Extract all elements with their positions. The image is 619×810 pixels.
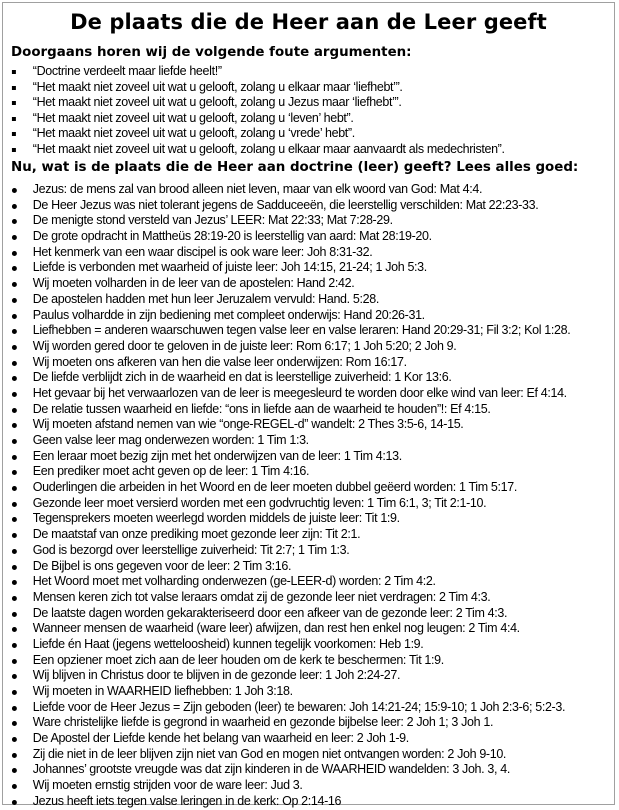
doctrine-point-item [3,496,609,512]
doctrine-point-item [3,433,609,449]
false-arguments-list [3,64,614,157]
doctrine-point-item-text: De Apostel der Liefde kende het belang van waarheid en leer: 2 Joh 1-9. [32,731,409,746]
round-bullet-icon [12,423,17,428]
doctrine-point-item-text: Het gevaar bij het verwaarlozen van de leer is meegesleurd te worden door elke wind van leer: Ef 4:14. [32,385,567,400]
doctrine-point-item-text: Gezonde leer moet versierd worden met een godvruchtig leven: 1 Tim 6:1, 3; Tit 2:1-10. [32,495,487,510]
doctrine-point-item-text: De laatste dagen worden gekarakteriseerd door een afkeer van de gezonde leer: 2 Tim 4:3. [32,605,508,620]
doctrine-point-item-text: Wij worden gered door te geloven in de juiste leer: Rom 6:17; 1 Joh 5:20; 2 Joh 9. [32,338,457,353]
doctrine-point-item-text: De apostelen hadden met hun leer Jeruzalem vervuld: Hand. 5:28. [32,291,379,306]
round-bullet-icon [12,376,17,381]
section-heading-false-arguments: Doorgaans horen wij de volgende foute argumenten: [11,45,412,60]
doctrine-point-item-text: Wij moeten in WAARHEID liefhebben: 1 Joh 3:18. [32,684,293,698]
round-bullet-icon [12,627,17,632]
doctrine-point-item [3,198,609,214]
argument-item-text: “Het maakt niet zoveel uit wat u gelooft, zolang u Jezus maar ‘liefhebt’”. [32,95,402,109]
round-bullet-icon [12,690,17,695]
doctrine-point-item [3,480,609,496]
round-bullet-icon [12,800,17,805]
round-bullet-icon [12,533,17,538]
argument-item-text: “Doctrine verdeelt maar liefde heelt!” [32,64,222,78]
doctrine-point-item-text: Liefhebben = anderen waarschuwen tegen valse leer en valse leraren: Hand 20:29-31; Fil 3:2; Kol 1:28. [32,323,571,338]
round-bullet-icon [12,502,17,507]
doctrine-point-item [3,684,609,700]
round-bullet-icon [12,737,17,742]
round-bullet-icon [12,204,17,209]
round-bullet-icon [12,768,17,773]
round-bullet-icon [12,596,17,601]
doctrine-point-item [3,559,609,575]
round-bullet-icon [12,219,17,224]
doctrine-point-item [3,370,609,386]
doctrine-point-item [3,276,609,292]
doctrine-point-item [3,260,609,276]
doctrine-point-item [3,762,609,778]
round-bullet-icon [12,784,17,789]
round-bullet-icon [12,753,17,758]
round-bullet-icon [12,345,17,350]
doctrine-point-item-text: Tegensprekers moeten weerlegd worden middels de juiste leer: Tit 1:9. [32,511,400,526]
round-bullet-icon [12,612,17,617]
doctrine-point-item [3,543,609,559]
argument-item [3,126,609,142]
round-bullet-icon [12,392,17,397]
round-bullet-icon [12,721,17,726]
argument-item-text: “Het maakt niet zoveel uit wat u gelooft, zolang u ‘vrede’ hebt”. [32,126,355,140]
argument-item [3,142,609,158]
doctrine-point-item [3,527,609,543]
argument-item-text: “Het maakt niet zoveel uit wat u gelooft, zolang u ‘leven’ hebt”. [32,110,354,125]
doctrine-point-item [3,339,609,355]
round-bullet-icon [12,439,17,444]
doctrine-point-item [3,355,609,371]
doctrine-point-item [3,621,609,637]
doctrine-points-list [3,182,614,810]
doctrine-point-item [3,449,609,465]
doctrine-point-item [3,417,609,433]
doctrine-point-item-text: Wij moeten afstand nemen van wie “onge-REGEL-d” wandelt: 2 Thes 3:5-6, 14-15. [32,417,464,432]
square-bullet-icon [12,86,16,90]
doctrine-point-item-text: De relatie tussen waarheid en liefde: “ons in liefde aan de waarheid te houden”!: Ef 4:15. [32,401,491,416]
doctrine-point-item [3,464,609,480]
doctrine-point-item-text: Liefde voor de Heer Jezus = Zijn geboden (leer) te bewaren: Joh 14:21-24; 15:9-10; 1 Joh 2:3-6; 5:2-3. [32,699,566,714]
section-heading-place-of-doctrine: Nu, wat is de plaats die de Heer aan doctrine (leer) geeft? Lees alles goed: [11,160,579,175]
square-bullet-icon [12,148,16,152]
doctrine-point-item-text: Wanneer mensen de waarheid (ware leer) afwijzen, dan rest hen enkel nog leugen: 2 Tim 4:4. [32,621,520,636]
doctrine-point-item [3,653,609,669]
doctrine-point-item-text: Wij moeten ernstig strijden voor de ware leer: Jud 3. [32,778,303,793]
round-bullet-icon [12,251,17,256]
doctrine-point-item [3,323,609,339]
doctrine-point-item-text: Ware christelijke liefde is gegrond in waarheid en gezonde bijbelse leer: 2 Joh 1; 3 Joh 1. [32,715,494,730]
doctrine-point-item [3,731,609,747]
round-bullet-icon [12,314,17,319]
doctrine-point-item [3,778,609,794]
doctrine-point-item-text: Een opziener moet zich aan de leer houden om de kerk te beschermen: Tit 1:9. [32,652,444,667]
round-bullet-icon [12,455,17,460]
doctrine-point-item-text: Het Woord moet met volharding onderwezen (ge-LEER-d) worden: 2 Tim 4:2. [32,574,436,589]
doctrine-point-item-text: Liefde is verbonden met waarheid of juiste leer: Joh 14:15, 21-24; 1 Joh 5:3. [32,260,427,275]
doctrine-point-item-text: De maatstaf van onze prediking moet gezonde leer zijn: Tit 2:1. [32,527,361,542]
round-bullet-icon [12,298,17,303]
argument-item-text: “Het maakt niet zoveel uit wat u gelooft, zolang u elkaar maar aanvaardt als medechristen”. [32,141,505,156]
round-bullet-icon [12,235,17,240]
round-bullet-icon [12,580,17,585]
argument-item-text: “Het maakt niet zoveel uit wat u gelooft, zolang u elkaar maar ‘liefhebt’”. [32,79,403,94]
doctrine-point-item-text: De Bijbel is ons gegeven voor de leer: 2 Tim 3:16. [32,558,292,573]
round-bullet-icon [12,361,17,366]
doctrine-point-item [3,213,609,229]
doctrine-point-item [3,402,609,418]
doctrine-point-item-text: Mensen keren zich tot valse leraars omdat zij de gezonde leer niet verdragen: 2 Tim 4:3. [32,589,491,604]
doctrine-point-item [3,637,609,653]
doctrine-point-item [3,229,609,245]
doctrine-point-item [3,386,609,402]
doctrine-point-item-text: De Heer Jezus was niet tolerant jegens de Sadduceeën, die leerstellig verschilden: Mat 22:23-33. [32,197,539,212]
square-bullet-icon [12,117,16,121]
argument-item [3,80,609,96]
round-bullet-icon [12,470,17,475]
round-bullet-icon [12,486,17,491]
doctrine-point-item [3,308,609,324]
doctrine-point-item [3,182,609,198]
doctrine-point-item-text: Het kenmerk van een waar discipel is ook ware leer: Joh 8:31-32. [32,244,373,259]
document-page [2,2,615,808]
doctrine-point-item [3,511,609,527]
argument-item [3,64,609,80]
argument-item [3,95,609,111]
doctrine-point-item-text: Ouderlingen die arbeiden in het Woord en de leer moeten dubbel geëerd worden: 1 Tim 5:17. [32,480,517,495]
doctrine-point-item-text: Paulus volhardde in zijn bediening met compleet onderwijs: Hand 20:26-31. [32,307,425,322]
doctrine-point-item-text: Liefde én Haat (jegens wetteloosheid) kunnen tegelijk voorkomen: Heb 1:9. [32,636,424,651]
argument-item [3,111,609,127]
round-bullet-icon [12,282,17,287]
doctrine-point-item-text: Jezus: de mens zal van brood alleen niet leven, maar van elk woord van God: Mat 4:4. [32,182,483,196]
doctrine-point-item-text: Wij moeten volharden in de leer van de apostelen: Hand 2:42. [32,276,355,291]
doctrine-point-item-text: Zij die niet in de leer blijven zijn niet van God en mogen niet ontvangen worden: 2 Joh 9-10. [32,746,507,761]
doctrine-point-item-text: De menigte stond versteld van Jezus’ LEER: Mat 22:33; Mat 7:28-29. [32,213,393,228]
doctrine-point-item-text: Een leraar moet bezig zijn met het onderwijzen van de leer: 1 Tim 4:13. [32,448,402,463]
doctrine-point-item [3,715,609,731]
round-bullet-icon [12,549,17,554]
doctrine-point-item-text: Wij blijven in Christus door te blijven in de gezonde leer: 1 Joh 2:24-27. [32,668,401,683]
round-bullet-icon [12,517,17,522]
doctrine-point-item-text: De liefde verblijdt zich in de waarheid en dat is leerstellige zuiverheid: 1 Kor 13:6. [32,370,452,385]
doctrine-point-item [3,668,609,684]
doctrine-point-item [3,590,609,606]
doctrine-point-item-text: Geen valse leer mag onderwezen worden: 1 Tim 1:3. [32,433,309,447]
doctrine-point-item-text: Jezus heeft iets tegen valse leringen in de kerk: Op 2:14-16 [32,793,342,808]
square-bullet-icon [12,132,16,136]
round-bullet-icon [12,565,17,570]
square-bullet-icon [12,101,16,105]
round-bullet-icon [12,659,17,664]
round-bullet-icon [12,643,17,648]
doctrine-point-item [3,245,609,261]
square-bullet-icon [12,70,16,74]
round-bullet-icon [12,329,17,334]
doctrine-point-item-text: God is bezorgd over leerstellige zuiverheid: Tit 2:7; 1 Tim 1:3. [32,542,350,557]
doctrine-point-item [3,606,609,622]
doctrine-point-item [3,700,609,716]
doctrine-point-item-text: Een prediker moet acht geven op de leer: 1 Tim 4:16. [32,464,310,479]
round-bullet-icon [12,408,17,413]
round-bullet-icon [12,188,17,193]
doctrine-point-item-text: Wij moeten ons afkeren van hen die valse leer onderwijzen: Rom 16:17. [32,354,407,369]
round-bullet-icon [12,266,17,271]
doctrine-point-item [3,292,609,308]
round-bullet-icon [12,706,17,711]
document-title: De plaats die de Heer aan de Leer geeft [70,10,547,34]
round-bullet-icon [12,674,17,679]
doctrine-point-item [3,747,609,763]
doctrine-point-item-text: De grote opdracht in Mattheüs 28:19-20 is leerstellig van aard: Mat 28:19-20. [32,229,432,244]
doctrine-point-item [3,574,609,590]
doctrine-point-item [3,794,609,810]
doctrine-point-item-text: Johannes’ grootste vreugde was dat zijn kinderen in de WAARHEID wandelden: 3 Joh. 3, 4. [32,762,510,777]
